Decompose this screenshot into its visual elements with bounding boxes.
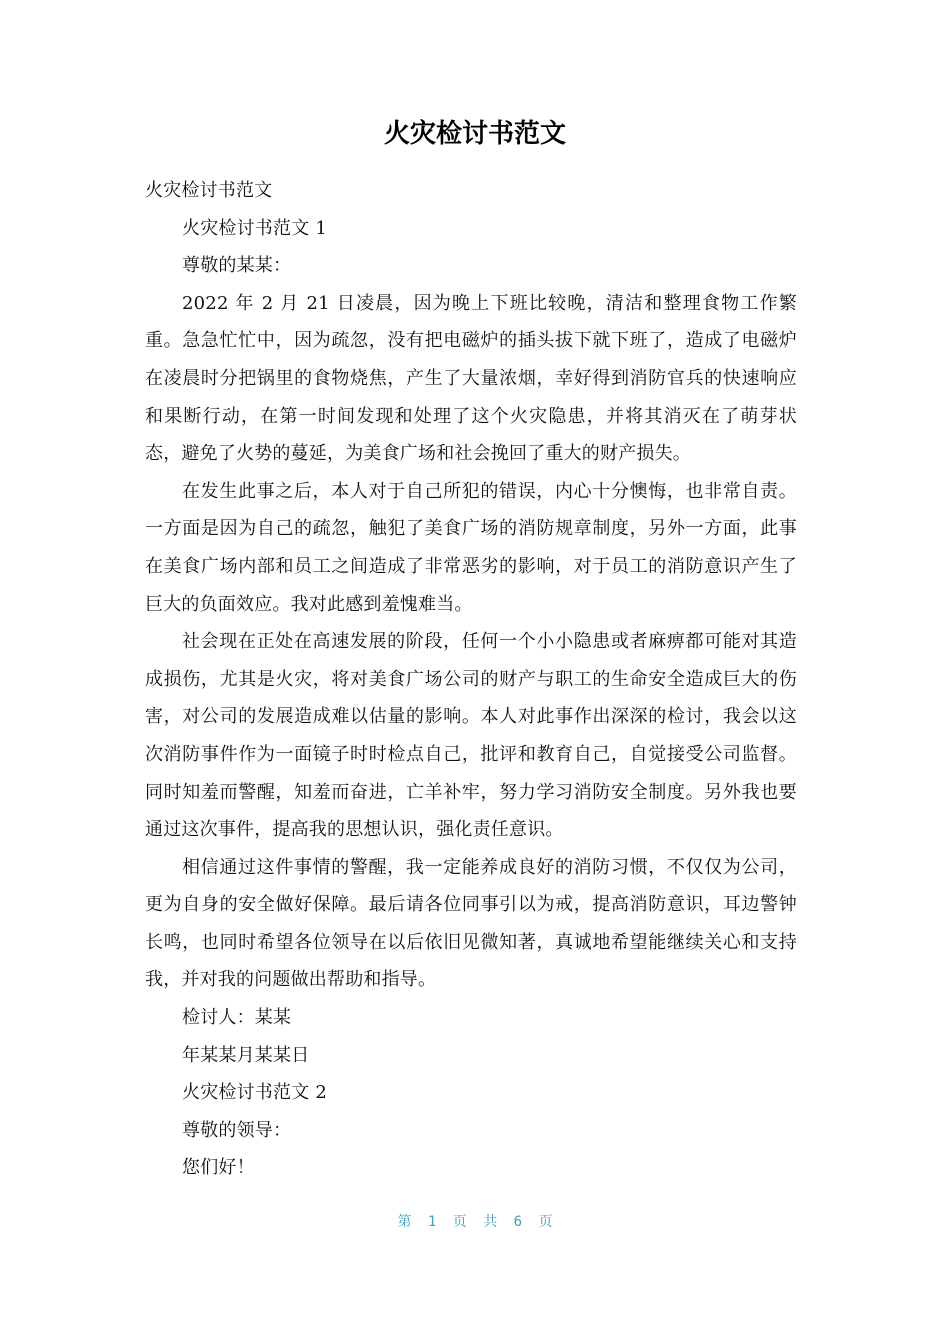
paragraph-salutation: 尊敬的领导：: [182, 1119, 292, 1141]
paragraph-body: 相信通过这件事情的警醒，我一定能养成良好的消防习惯，不仅仅为公司，更为自身的安全做好保障。最后请各位同事引以为戒，提高消防意识，耳边警钟长鸣，也同时希望各位领导在以后依旧见微知著，真诚地希望能继续关心和支持我，并对我的问题做出帮助和指导。: [145, 856, 797, 991]
paragraph-body: 2022 年 2 月 21 日凌晨，因为晚上下班比较晚，清洁和整理食物工作繁重。急急忙忙中，因为疏忽，没有把电磁炉的插头拔下就下班了，造成了电磁炉在凌晨时分把锅里的食物烧焦，产生了大量浓烟，幸好得到消防官兵的快速响应和果断行动，在第一时间发现和处理了这个火灾隐患，并将其消灭在了萌芽状态，避免了火势的蔓延，为美食广场和社会挽回了重大的财产损失。: [145, 292, 797, 465]
paragraph-heading: 火灾检讨书范文: [145, 180, 273, 201]
document-body: [145, 172, 797, 1187]
paragraph-section-2-title: 火灾检讨书范文 2: [182, 1082, 327, 1104]
paragraph-date: 年某某月某某日: [182, 1044, 310, 1066]
page-number-footer: 第 1 页 共 6 页: [397, 1214, 553, 1230]
paragraph-greeting: 您们好！: [182, 1157, 255, 1179]
paragraph-salutation: 尊敬的某某：: [182, 255, 292, 277]
paragraph-section-1-title: 火灾检讨书范文 1: [182, 217, 327, 239]
paragraph-body: 在发生此事之后，本人对于自己所犯的错误，内心十分懊悔，也非常自责。一方面是因为自己的疏忽，触犯了美食广场的消防规章制度，另外一方面，此事在美食广场内部和员工之间造成了非常恶劣的影响，对于员工的消防意识产生了巨大的负面效应。我对此感到羞愧难当。: [145, 480, 797, 615]
paragraph-body: 社会现在正处在高速发展的阶段，任何一个小小隐患或者麻痹都可能对其造成损伤，尤其是火灾，将对美食广场公司的财产与职工的生命安全造成巨大的伤害，对公司的发展造成难以估量的影响。本人对此事作出深深的检讨，我会以这次消防事件作为一面镜子时时检点自己，批评和教育自己，自觉接受公司监督。同时知羞而警醒，知羞而奋进，亡羊补牢，努力学习消防安全制度。另外我也要通过这次事件，提高我的思想认识，强化责任意识。: [145, 631, 797, 841]
document-title: 火灾检讨书范文: [383, 119, 566, 149]
paragraph-signature: 检讨人：某某: [182, 1007, 292, 1029]
